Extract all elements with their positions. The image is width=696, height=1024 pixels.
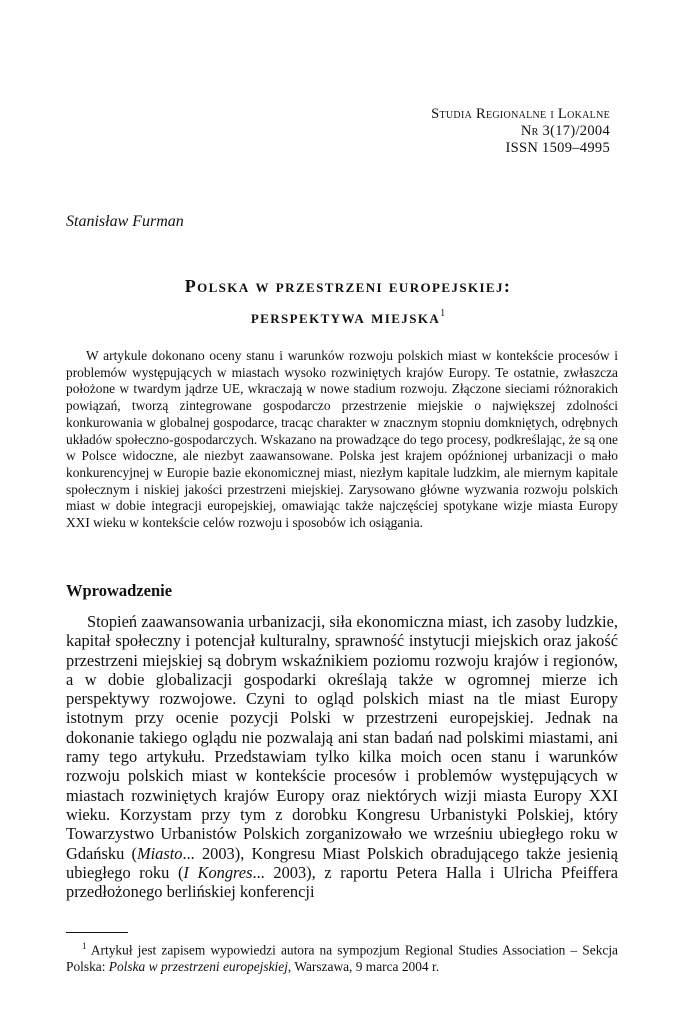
title-footnote-mark[interactable]: 1 [440,308,446,319]
journal-header [310,106,610,157]
title-line-1: Polska w przestrzeni europejskiej: [184,276,512,296]
citation-title-1: Miasto [136,843,183,863]
footnote-title: Polska w przestrzeni europejskiej [108,959,288,975]
footnote [66,938,618,975]
article-title [66,272,630,331]
footnote-divider [66,932,128,933]
journal-issue: Nr 3(17)/2004 [520,123,610,139]
body-paragraph [66,612,618,901]
abstract: W artykule dokonano oceny stanu i warunków rozwoju polskich miast w kontekście procesów i problemów występujących w miastach wysoko rozwiniętych krajów Europy. Te ostatnie, zwłaszcza położone w twardym jądrze UE, wkraczają w nowe stadium rozwoju. Złączone sieciami różnorakich powiązań, tworzą zintegrowane gospodarczo przestrzenie miejskie o największej zdolności konkurowania w globalnej gospodarce, tracąc charakter w znacznym stopniu domkniętych, odrębnych układów społeczno-gospodarczych. Wskazano na prowadzące do tego procesy, podkreślając, że są one w Polsce widoczne, ale niezbyt zaawansowane. Polska jest krajem opóźnionej urbanizacji o mało konkurencyjnej w Europie bazie ekonomicznej miast, niezłym kapitale ludzkim, ale miernym kapitale społecznym i niskiej jakości przestrzeni miejskiej. Zarysowano główne wyzwania rozwoju polskich miast w dobie integracji europejskiej, omawiając także najczęściej spotykane wizje miasta Europy XXI wieku w kontekście celów rozwoju i sposobów ich osiągania. [66,348,618,531]
footnote-mark: 1 [82,941,87,951]
footnote-text-2: , Warszawa, 9 marca 2004 r. [287,959,440,975]
section-heading: Wprowadzenie [66,581,173,600]
journal-name: Studia Regionalne i Lokalne [431,106,610,122]
body-text-1: Stopień zaawansowania urbanizacji, siła ekonomiczna miast, ich zasoby ludzkie, kapitał społeczny i potencjał kulturalny, sprawność instytucji miejskich oraz jakość przestrzeni miejskiej są dobrym wskaźnikiem poziomu rozwoju krajów i regionów, a w dobie globalizacji gospodarki określają także w ogromnej mierze ich perspektywy rozwojowe. Czyni to ogląd polskich miast na tle miast Europy istotnym przy ocenie pozycji Polski w przestrzeni europejskiej. Jednak na dokonanie takiego oglądu nie pozwalają ani stan badań nad polskimi miastami, ani ramy tego artykułu. Przedstawiam tylko kilka moich ocen stanu i warunków rozwoju polskich miast w kontekście procesów i problemów występujących w miastach rozwiniętych krajów Europy oraz niektórych wizji miasta Europy XXI wieku. Korzystam przy tym z dorobku Kongresu Urbanistyki Polskiej, który Towarzystwo Urbanistów Polskich zorganizowało we wrześniu ubiegłego roku w Gdańsku ( [66,612,618,863]
footnote-text-1: Artykuł jest zapisem wypowiedzi autora na sympozjum Regional Studies Association – Sekcja Polska: [66,942,619,975]
journal-issn: ISSN 1509–4995 [505,140,610,156]
title-line-2: perspektywa miejska [250,307,441,327]
body-text-2: ... 2003), Kongresu Miast Polskich obradującego także jesienią ubiegłego roku ( [66,843,618,882]
body-text-3: ... 2003), z raportu Petera Halla i Ulricha Pfeiffera przedłożonego berlińskiej konferencji [66,862,618,902]
author-name: Stanisław Furman [66,213,184,230]
citation-title-2: I Kongres [183,862,253,882]
